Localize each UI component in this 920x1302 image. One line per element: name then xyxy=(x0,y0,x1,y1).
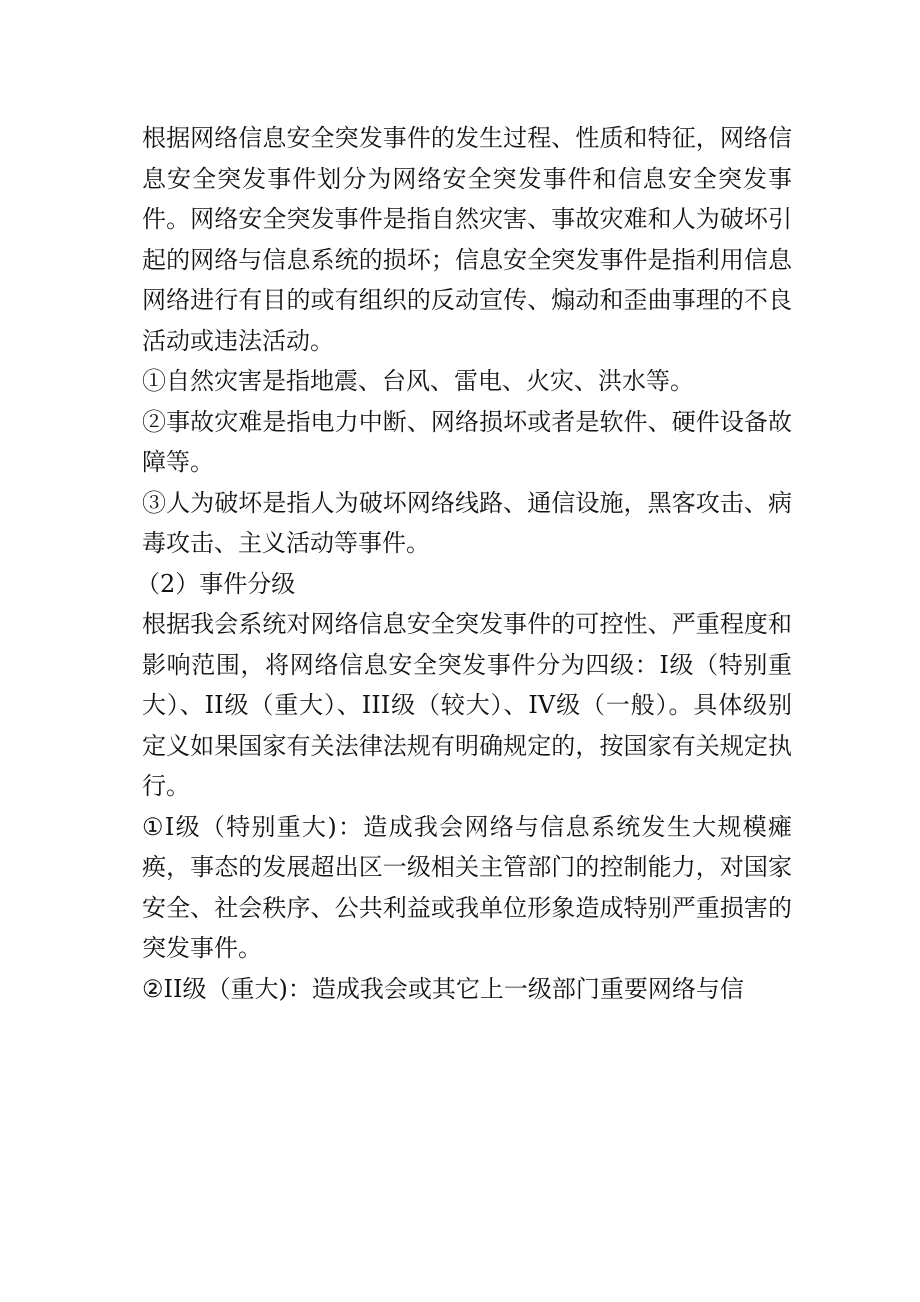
list-item-level-2: ②II级（重大)：造成我会或其它上一级部门重要网络与信 xyxy=(142,974,744,1003)
section-heading-event-grading: （2）事件分级 xyxy=(136,569,296,598)
paragraph-event-classification: 根据网络信息安全突发事件的发生过程、性质和特征，网络信息安全突发事件划分为网络安全突发事件和信息安全突发事件。网络安全突发事件是指自然灾害、事故灾难和人为破坏引起的网络与信息系统的损坏；信息安全突发事件是指利用信息网络进行有目的或有组织的反动宣传、煽动和歪曲事理的不良活动或违法活动。 xyxy=(142,124,792,355)
document-body xyxy=(136,118,792,1009)
list-item-accident-disaster: ②事故灾难是指电力中断、网络损坏或者是软件、硬件设备故障等。 xyxy=(142,407,792,476)
paragraph-event-grading: 根据我会系统对网络信息安全突发事件的可控性、严重程度和影响范围，将网络信息安全突发事件分为四级：I级（特别重大）、II级（重大）、III级（较大）、IV级（一般）。具体级别定义如果国家有关法律法规有明确规定的，按国家有关规定执行。 xyxy=(142,610,792,800)
list-item-human-damage: ③人为破坏是指人为破坏网络线路、通信设施，黑客攻击、病毒攻击、主义活动等事件。 xyxy=(142,488,792,557)
list-item-natural-disaster: ①自然灾害是指地震、台风、雷电、火灾、洪水等。 xyxy=(142,367,694,395)
list-item-level-1: ①I级（特别重大)：造成我会网络与信息系统发生大规模瘫痪，事态的发展超出区一级相关主管部门的控制能力，对国家安全、社会秩序、公共利益或我单位形象造成特别严重损害的突发事件。 xyxy=(142,812,792,962)
